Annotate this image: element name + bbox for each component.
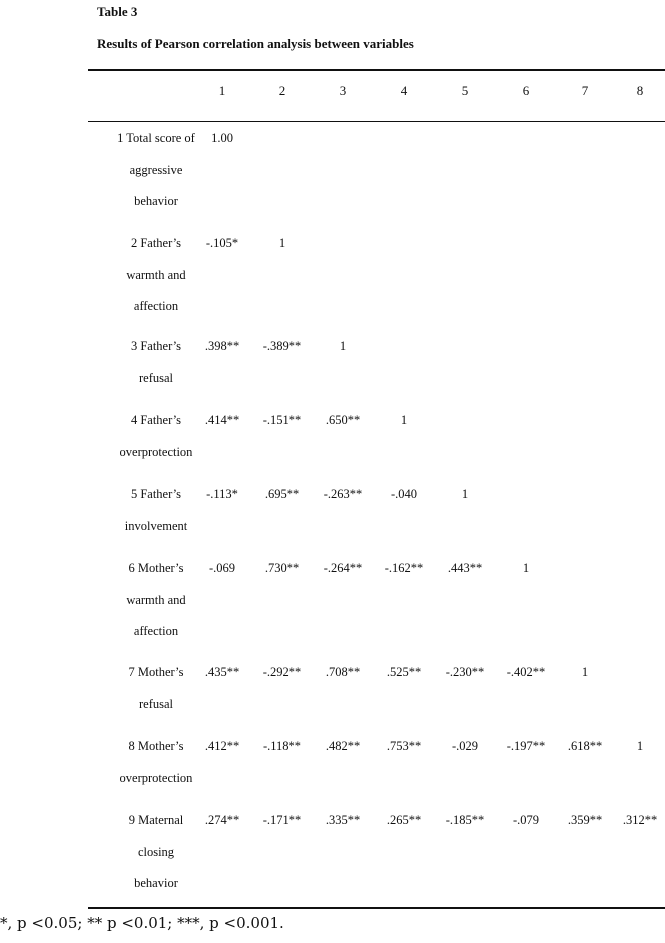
row-label-line: affection [133, 624, 179, 638]
row-label-line: 9 Maternal [128, 813, 184, 827]
table-cell: -.230** [445, 665, 485, 679]
table-cell: .753** [386, 739, 422, 753]
row-label-line: aggressive [129, 162, 183, 177]
header-rule [88, 121, 665, 122]
row-label-line: warmth and [126, 592, 186, 607]
table-cell: .525** [386, 665, 422, 679]
table-cell: .412** [204, 739, 240, 753]
column-header-3: 3 [339, 83, 347, 98]
row-label-line: behavior [134, 194, 178, 208]
table-title: Results of Pearson correlation analysis between variables [97, 36, 414, 51]
table-cell: .398** [204, 339, 240, 353]
table-cell: .650** [325, 413, 361, 427]
bottom-rule [88, 907, 665, 909]
table-cell: .730** [264, 561, 300, 575]
table-cell: .618** [567, 739, 603, 753]
table-cell: .708** [325, 665, 361, 679]
table-cell: -.151** [262, 413, 302, 427]
row-label-line: 1 Total score of [117, 131, 195, 145]
column-header-6: 6 [522, 83, 530, 98]
table-cell: 1.00 [211, 131, 233, 145]
table-footnote: *, p <0.05; ** p <0.01; ***, p <0.001. [0, 914, 284, 932]
table-cell: .414** [204, 413, 240, 427]
row-label-line: refusal [138, 370, 173, 385]
table-cell: -.162** [384, 561, 424, 575]
table-cell: -.029 [451, 739, 479, 753]
top-rule [88, 69, 665, 71]
row-label-line: overprotection [119, 444, 193, 459]
table-cell: -.292** [262, 665, 302, 679]
table-cell: .435** [204, 665, 240, 679]
row-label-line: 8 Mother’s [128, 739, 184, 753]
table-number: Table 3 [97, 4, 138, 19]
column-header-7: 7 [581, 83, 589, 98]
row-label-line: 7 Mother’s [128, 665, 184, 679]
table-cell: 1 [278, 236, 286, 250]
table-cell: .695** [264, 487, 300, 501]
table-cell: .274** [204, 813, 240, 827]
column-header-4: 4 [400, 83, 408, 98]
column-header-8: 8 [636, 83, 644, 98]
row-label-line: behavior [134, 876, 178, 890]
table-cell: -.264** [323, 561, 363, 575]
table-cell: -.171** [262, 813, 302, 827]
row-label-line: 6 Mother’s [128, 561, 184, 575]
table-cell: .482** [325, 739, 361, 753]
row-label-line: involvement [124, 518, 188, 533]
table-cell: .443** [447, 561, 483, 575]
table-cell: .359** [567, 813, 603, 827]
table-cell: -.113* [206, 487, 238, 501]
row-label-line: closing [137, 844, 175, 859]
column-header-1: 1 [218, 83, 226, 98]
table-cell: 1 [400, 413, 408, 427]
table-cell: -.105* [205, 236, 239, 250]
row-label-line: overprotection [119, 770, 193, 785]
row-label-line: 2 Father’s [130, 236, 182, 250]
table-cell: 1 [522, 561, 530, 575]
table-cell: -.197** [506, 739, 546, 753]
row-label-line: refusal [138, 696, 173, 711]
table-cell: 1 [581, 665, 589, 679]
row-label-line: 4 Father’s [130, 413, 182, 427]
row-label-line: affection [133, 299, 179, 313]
row-label-line: 3 Father’s [130, 339, 182, 353]
column-header-5: 5 [461, 83, 469, 98]
table-cell: .335** [325, 813, 361, 827]
row-label-line: 5 Father’s [130, 487, 182, 501]
table-cell: -.185** [445, 813, 485, 827]
row-label-line: warmth and [126, 267, 186, 282]
table-cell: 1 [339, 339, 347, 353]
table-cell: -.079 [512, 813, 540, 827]
table-cell: -.069 [208, 561, 236, 575]
table-cell: -.118** [262, 739, 302, 753]
table-cell: -.402** [506, 665, 546, 679]
table-cell: -.040 [390, 487, 418, 501]
table-cell: .312** [622, 813, 658, 827]
column-header-2: 2 [278, 83, 286, 98]
table-cell: 1 [461, 487, 469, 501]
table-cell: -.263** [323, 487, 363, 501]
table-cell: -.389** [262, 339, 302, 353]
table-cell: 1 [636, 739, 644, 753]
table-cell: .265** [386, 813, 422, 827]
